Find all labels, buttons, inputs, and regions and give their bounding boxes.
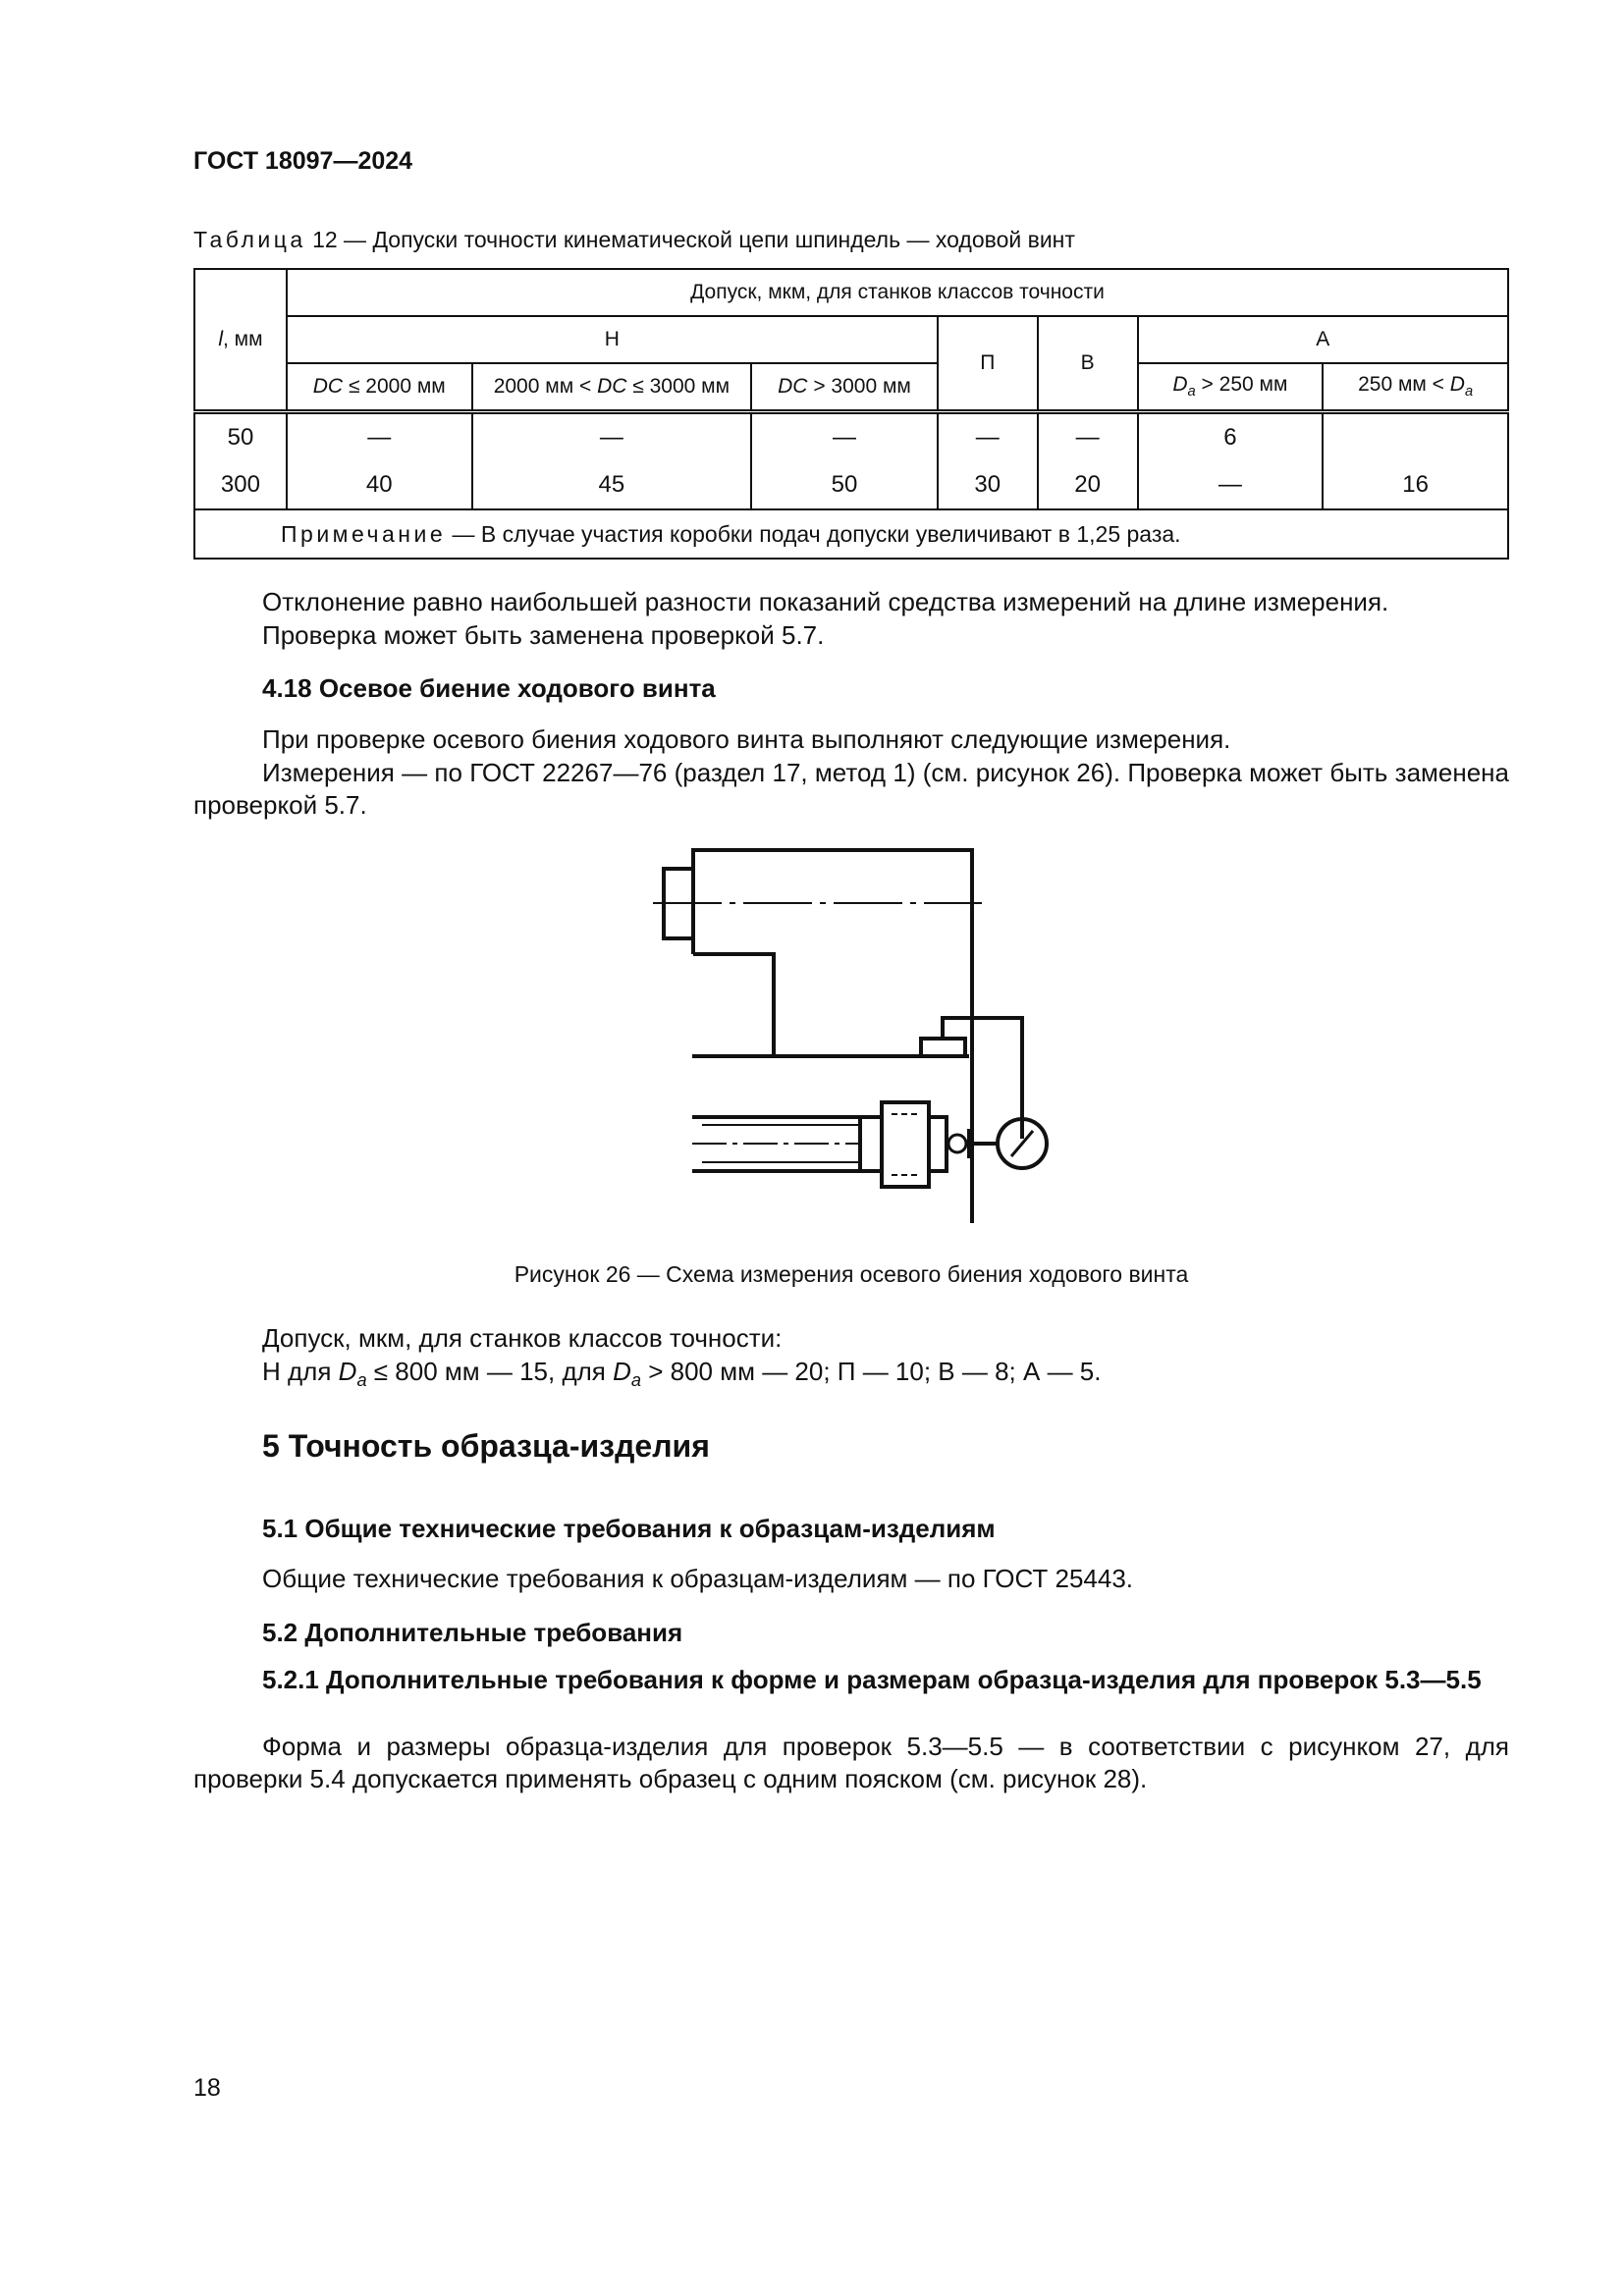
dial-indicator-icon <box>979 1119 1047 1168</box>
cell-v: — <box>1038 412 1138 462</box>
section-5-title: 5 Точность образца-изделия <box>262 1428 710 1464</box>
cell-l: 300 <box>194 461 287 509</box>
section-4-18-p2: Измерения — по ГОСТ 22267—76 (раздел 17, метод 1) (см. рисунок 26). Проверка может быть заменена проверкой 5.7. <box>193 758 1509 820</box>
para-replacement: Проверка может быть заменена проверкой 5.7. <box>262 620 825 650</box>
section-5-1-text: Общие технические требования к образцам-изделиям — по ГОСТ 25443. <box>262 1564 1134 1593</box>
cell-h1: — <box>287 412 472 462</box>
section-4-18-p1: При проверке осевого биения ходового винта выполняют следующие измерения. <box>262 724 1231 754</box>
section-5-2-title: 5.2 Дополнительные требования <box>262 1618 683 1647</box>
tolerance-line-1: Допуск, мкм, для станков классов точности: <box>262 1323 783 1353</box>
figure-26-diagram <box>648 844 1060 1227</box>
cell-v: 20 <box>1038 461 1138 509</box>
subheader-da-gt-250: $D_a > 250$ мм <box>1138 363 1324 412</box>
cell-a1: 6 <box>1138 412 1324 462</box>
table-row <box>194 412 1508 462</box>
table-caption <box>193 227 1075 253</box>
header-l-mm: l, мм <box>194 269 287 412</box>
subheader-dc-le-2000: DC ≤ 2000 мм <box>287 363 472 412</box>
header-class-h: Н <box>287 316 938 363</box>
table-caption-text: 12 — Допуски точности кинематической цепи шпиндель — ходовой винт <box>312 227 1075 252</box>
cell-a2: 16 <box>1323 461 1508 509</box>
lead-screw <box>692 1102 947 1187</box>
header-class-p: П <box>938 316 1038 412</box>
tolerance-line-2: Н для $D_a \le 800$ мм — 15, для $D_a > 800$ мм — 20; П — 10; В — 8; А — 5. <box>262 1357 1102 1391</box>
tolerance-table <box>193 268 1509 560</box>
cell-h3: — <box>751 412 938 462</box>
table-row <box>194 461 1508 509</box>
section-5-2-1-text: Форма и размеры образца-изделия для проверок 5.3—5.5 — в соответствии с рисунком 27, для проверки 5.4 допускается применять образец с одним пояском (см. рисунок 28). <box>193 1732 1509 1793</box>
subheader-da-250-lt: 250 мм < $D_a$ <box>1323 363 1508 412</box>
table-note: Примечание — В случае участия коробки подач допуски увеличивают в 1,25 раза. <box>194 509 1508 559</box>
cell-h2: 45 <box>472 461 752 509</box>
measurement-ball <box>948 1129 979 1158</box>
para-deviation: Отклонение равно наибольшей разности показаний средства измерений на длине измерения. <box>262 587 1389 616</box>
header-class-a: А <box>1138 316 1508 363</box>
figure-26-caption: Рисунок 26 — Схема измерения осевого биения ходового винта <box>514 1261 1189 1287</box>
document-header: ГОСТ 18097—2024 <box>193 147 413 175</box>
section-5-2-1-title: 5.2.1 Дополнительные требования к форме и размерам образца-изделия для проверок 5.3—5.5 <box>262 1665 1482 1694</box>
subheader-dc-gt-3000: DC > 3000 мм <box>751 363 938 412</box>
cell-a1: — <box>1138 461 1324 509</box>
cell-a2 <box>1323 412 1508 462</box>
cell-h1: 40 <box>287 461 472 509</box>
section-5-1-title: 5.1 Общие технические требования к образцам-изделиям <box>262 1514 996 1543</box>
cell-l: 50 <box>194 412 287 462</box>
section-4-18-title: 4.18 Осевое биение ходового винта <box>262 673 716 703</box>
table-caption-label: Таблица <box>193 227 306 252</box>
cell-h3: 50 <box>751 461 938 509</box>
cell-p: — <box>938 412 1038 462</box>
subheader-dc-2000-3000: 2000 мм < DC ≤ 3000 мм <box>472 363 752 412</box>
cell-h2: — <box>472 412 752 462</box>
header-tolerance-span: Допуск, мкм, для станков классов точности <box>287 269 1508 316</box>
cell-p: 30 <box>938 461 1038 509</box>
header-class-v: В <box>1038 316 1138 412</box>
page-number: 18 <box>193 2074 221 2102</box>
